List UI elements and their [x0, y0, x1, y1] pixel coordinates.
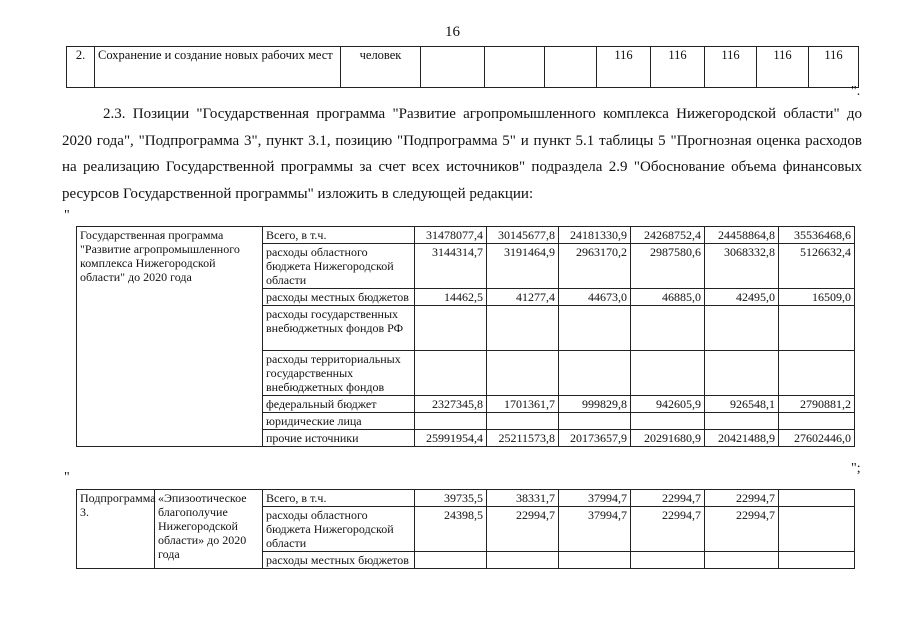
value-cell [779, 306, 855, 351]
value-cell: 24268752,4 [631, 227, 705, 244]
value-cell: 24181330,9 [559, 227, 631, 244]
value-cell: 3191464,9 [487, 244, 559, 289]
value-cell [779, 490, 855, 507]
value-cell [415, 351, 487, 396]
value-cell: 116 [597, 47, 651, 88]
value-cell [487, 306, 559, 351]
row-label: расходы местных бюджетов [263, 552, 415, 569]
value-cell [485, 47, 545, 88]
value-cell: 2327345,8 [415, 396, 487, 413]
value-cell [779, 507, 855, 552]
value-cell [631, 351, 705, 396]
value-cell: 37994,7 [559, 490, 631, 507]
row-label: расходы областного бюджета Нижегородской области [263, 244, 415, 289]
value-cell: 20421488,9 [705, 430, 779, 447]
row-label: Всего, в т.ч. [263, 490, 415, 507]
value-cell: 42495,0 [705, 289, 779, 306]
value-cell: 16509,0 [779, 289, 855, 306]
value-cell [487, 351, 559, 396]
value-cell: 37994,7 [559, 507, 631, 552]
subprogram-name: «Эпизоотическое благополучие Нижегородской области» до 2020 года [155, 490, 263, 569]
row-label: расходы областного бюджета Нижегородской области [263, 507, 415, 552]
table-row [67, 47, 859, 88]
value-cell [705, 552, 779, 569]
subprogram-number: Подпрограмма 3. [77, 490, 155, 569]
value-cell: 24398,5 [415, 507, 487, 552]
table-row [77, 227, 855, 244]
amendment-paragraph [62, 101, 862, 207]
value-cell [559, 552, 631, 569]
row-label: расходы государственных внебюджетных фондов РФ [263, 306, 415, 351]
value-cell: 27602446,0 [779, 430, 855, 447]
value-cell: 30145677,8 [487, 227, 559, 244]
value-cell [705, 413, 779, 430]
value-cell [559, 306, 631, 351]
value-cell: 22994,7 [705, 490, 779, 507]
value-cell: 46885,0 [631, 289, 705, 306]
value-cell: 2963170,2 [559, 244, 631, 289]
row-number: 2. [67, 47, 95, 88]
value-cell [705, 351, 779, 396]
value-cell: 116 [757, 47, 809, 88]
value-cell [559, 351, 631, 396]
value-cell: 22994,7 [487, 507, 559, 552]
row-label: прочие источники [263, 430, 415, 447]
value-cell [487, 413, 559, 430]
value-cell [779, 552, 855, 569]
value-cell: 116 [705, 47, 757, 88]
value-cell: 2987580,6 [631, 244, 705, 289]
value-cell: 24458864,8 [705, 227, 779, 244]
value-cell: 20173657,9 [559, 430, 631, 447]
value-cell: 35536468,6 [779, 227, 855, 244]
value-cell [487, 552, 559, 569]
row-label: расходы местных бюджетов [263, 289, 415, 306]
value-cell [631, 413, 705, 430]
value-cell: 3068332,8 [705, 244, 779, 289]
value-cell: 14462,5 [415, 289, 487, 306]
value-cell: 116 [809, 47, 859, 88]
value-cell: 926548,1 [705, 396, 779, 413]
page-number: 16 [445, 24, 460, 40]
table-row [77, 490, 855, 507]
value-cell: 3144314,7 [415, 244, 487, 289]
value-cell: 22994,7 [631, 490, 705, 507]
value-cell: 5126632,4 [779, 244, 855, 289]
value-cell [421, 47, 485, 88]
value-cell: 999829,8 [559, 396, 631, 413]
value-cell [631, 306, 705, 351]
value-cell [705, 306, 779, 351]
row-label: федеральный бюджет [263, 396, 415, 413]
value-cell: 38331,7 [487, 490, 559, 507]
value-cell [631, 552, 705, 569]
value-cell: 22994,7 [631, 507, 705, 552]
value-cell [415, 306, 487, 351]
value-cell: 31478077,4 [415, 227, 487, 244]
value-cell [559, 413, 631, 430]
subprogram-table [76, 489, 855, 569]
value-cell: 20291680,9 [631, 430, 705, 447]
row-label: юридические лица [263, 413, 415, 430]
opening-quote: " [64, 470, 70, 485]
value-cell [415, 552, 487, 569]
program-name: Государственная программа "Развитие агропромышленного комплекса Нижегородской области" до 2020 года [77, 227, 263, 447]
row-label: Всего, в т.ч. [263, 227, 415, 244]
program-expenses-table [76, 226, 855, 447]
opening-quote: " [64, 208, 70, 223]
value-cell: 1701361,7 [487, 396, 559, 413]
value-cell: 22994,7 [705, 507, 779, 552]
value-cell: 25991954,4 [415, 430, 487, 447]
closing-quote: ". [851, 84, 861, 99]
row-label: расходы территориальных государственных внебюджетных фондов [263, 351, 415, 396]
paragraph-text: 2.3. Позиции "Государственная программа "Развитие агропромышленного комплекса Нижегородской области" до 2020 года", "Подпрограмма 3", пункт 3.1, позицию "Подпрограмма 5" и пункт 5.1 таблицы 5 "Прогнозная оценка расходов на реализацию Государственной программы за счет всех источников" подраздела 2.9 "Обоснование объема финансовых ресурсов Государственной программы" изложить в следующей редакции: [62, 106, 862, 202]
value-cell: 44673,0 [559, 289, 631, 306]
value-cell: 116 [651, 47, 705, 88]
row-name: Сохранение и создание новых рабочих мест [95, 47, 341, 88]
value-cell: 942605,9 [631, 396, 705, 413]
value-cell [415, 413, 487, 430]
closing-quote: "; [851, 461, 861, 476]
value-cell: 39735,5 [415, 490, 487, 507]
value-cell: 41277,4 [487, 289, 559, 306]
value-cell: 25211573,8 [487, 430, 559, 447]
row-unit: человек [341, 47, 421, 88]
value-cell [779, 351, 855, 396]
value-cell [545, 47, 597, 88]
workplaces-table [66, 46, 859, 88]
value-cell [779, 413, 855, 430]
value-cell: 2790881,2 [779, 396, 855, 413]
